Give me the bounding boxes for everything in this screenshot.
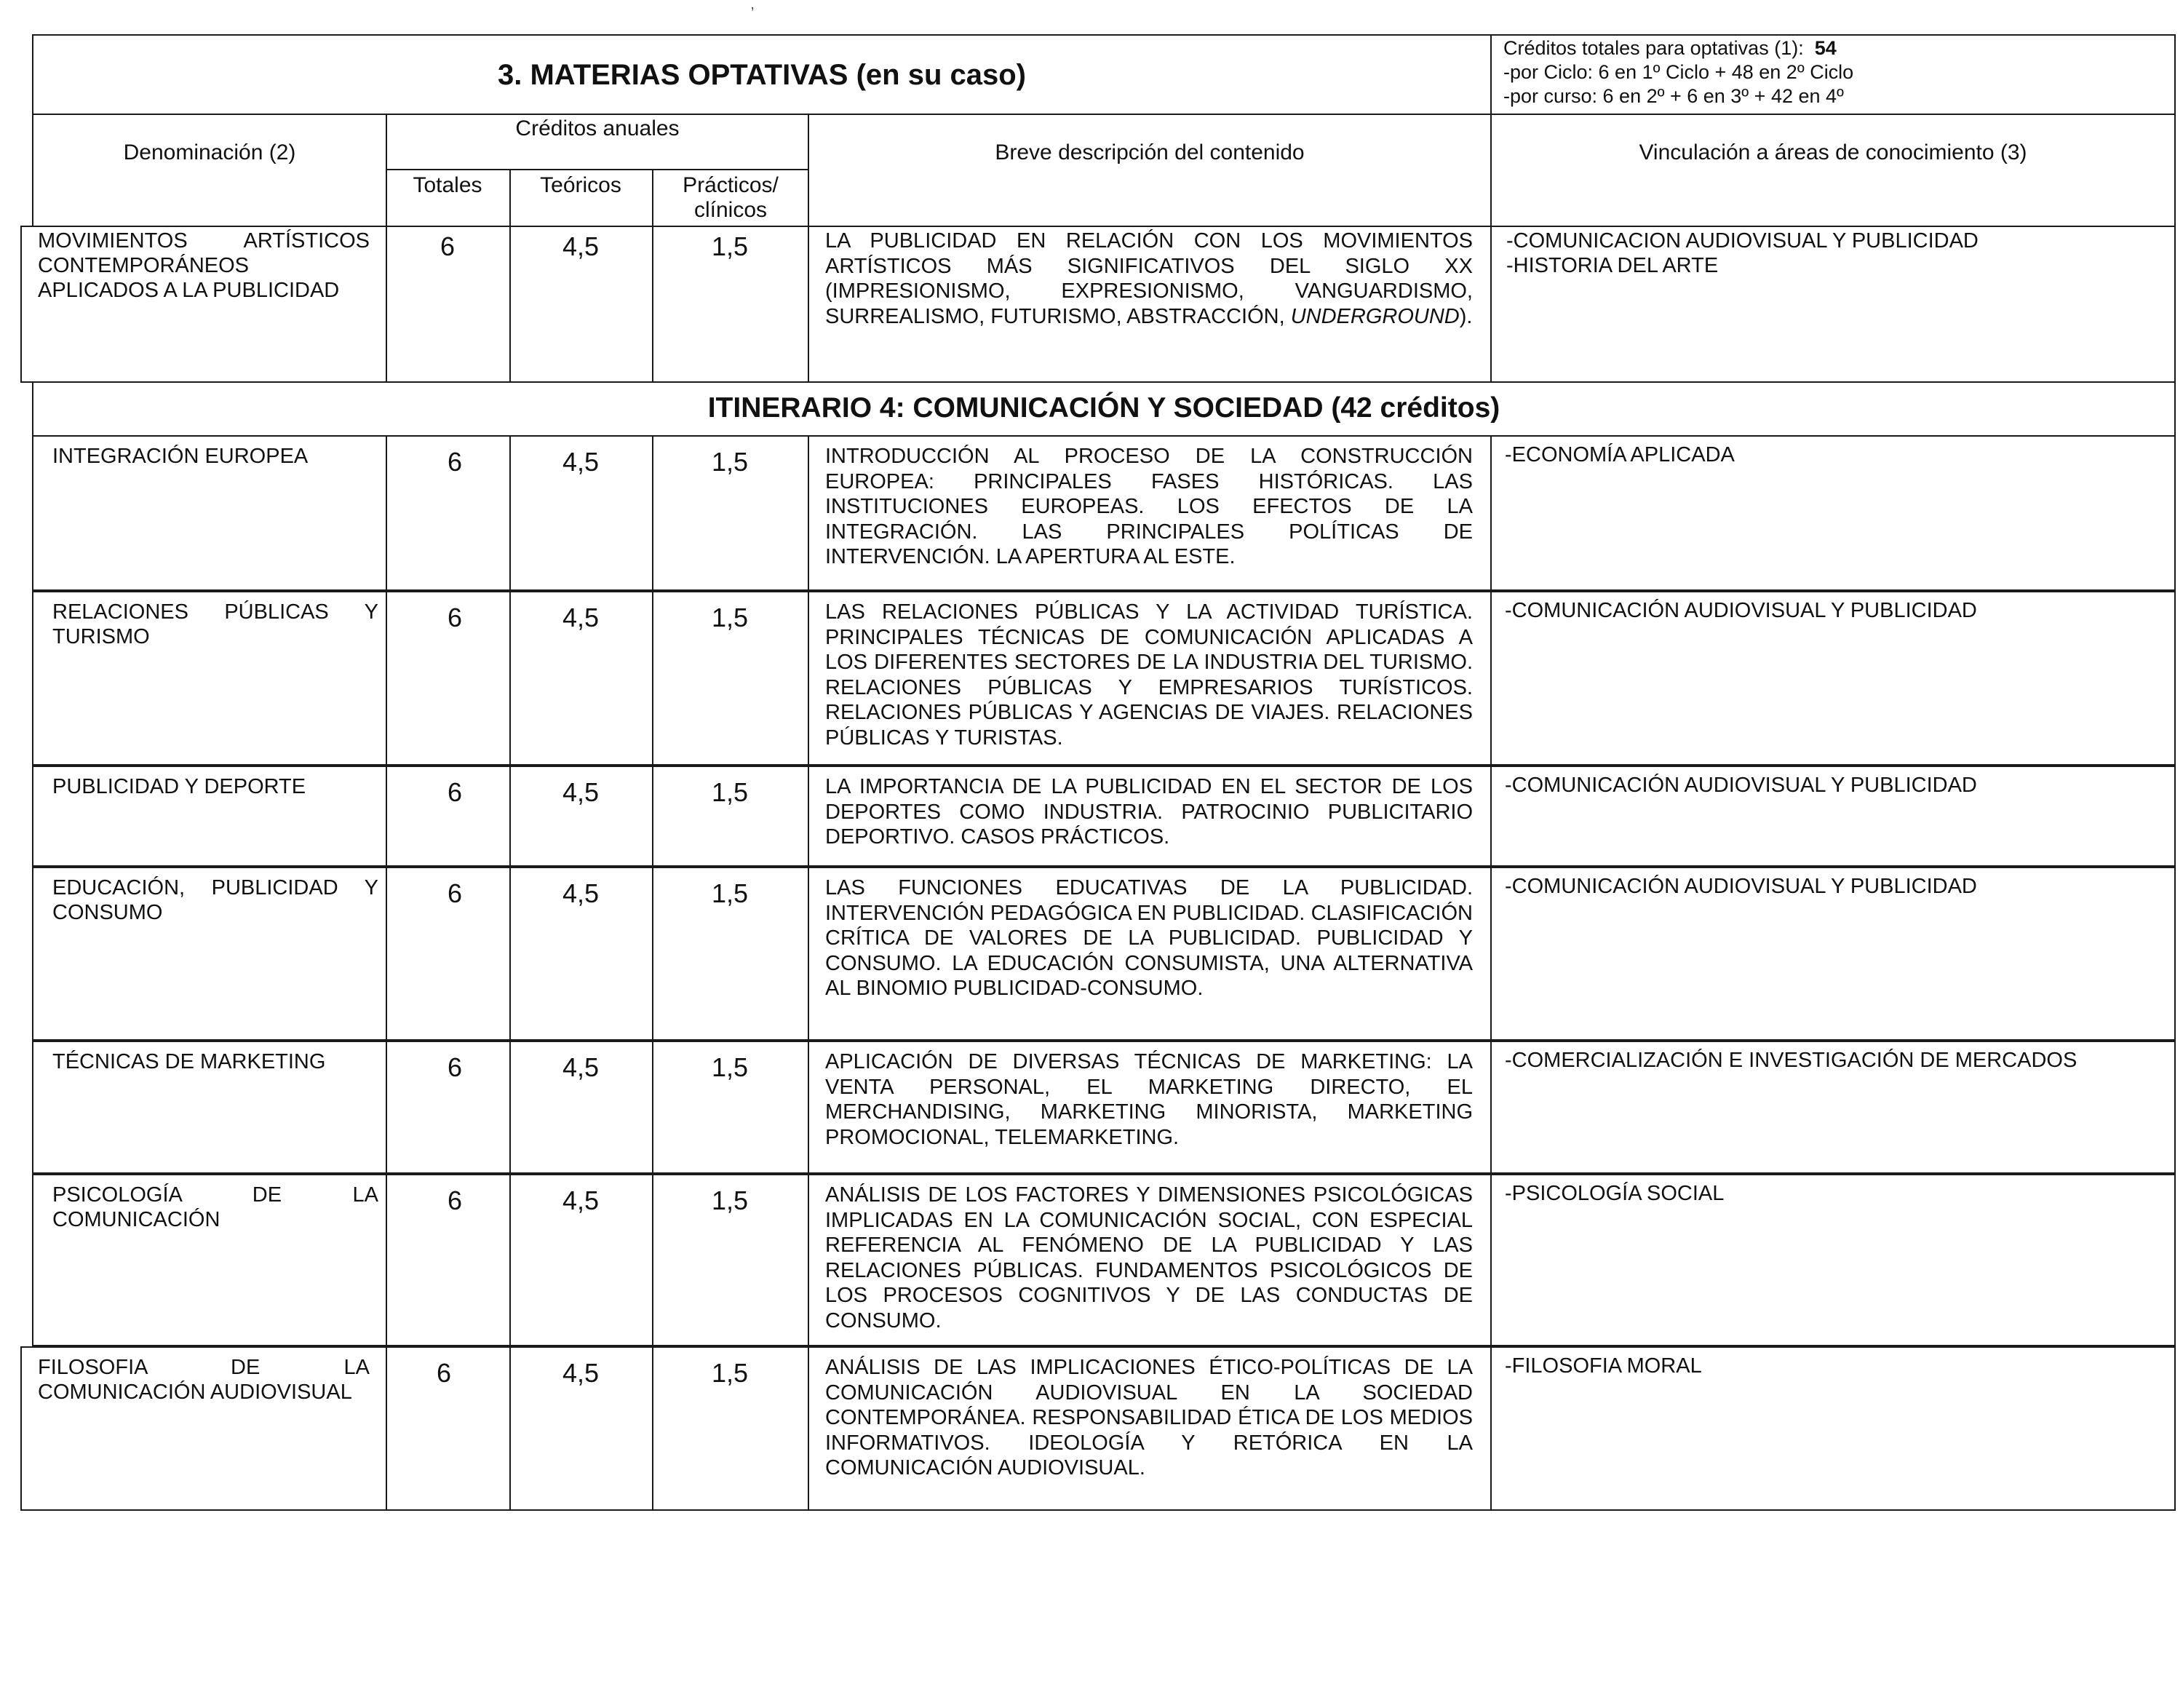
credits-totales: 6 — [447, 603, 463, 632]
description-end: ). — [1459, 304, 1473, 328]
subject-name: EDUCACIÓN, PUBLICIDAD Y CONSUMO — [52, 876, 378, 924]
credits-total-label: Créditos totales para optativas (1): — [1503, 37, 1804, 59]
col-practicos-label: Prácticos/ clínicos — [683, 173, 779, 222]
subject-name: PSICOLOGÍA DE LA COMUNICACIÓN — [52, 1183, 378, 1231]
credits-totales: 6 — [447, 878, 463, 908]
credits-totales: 6 — [436, 1358, 452, 1388]
credits-summary — [1503, 36, 2173, 108]
credits-totales: 6 — [447, 1185, 463, 1215]
subject-description: INTRODUCCIÓN AL PROCESO DE LA CONSTRUCCIÓN EUROPEA: PRINCIPALES FASES HISTÓRICAS. LAS INSTITUCIONES EUROPEAS. LOS EFECTOS DE LA INTEGRACIÓN. LAS PRINCIPALES POLÍTICAS DE INTERVENCIÓN. LA APERTURA AL ESTE. — [825, 445, 1473, 568]
knowledge-areas: -PSICOLOGÍA SOCIAL — [1505, 1182, 1725, 1205]
credits-teoricos: 4,5 — [562, 878, 600, 908]
credits-practicos: 1,5 — [711, 231, 749, 261]
subject-name: FILOSOFIA DE LA COMUNICACIÓN AUDIOVISUAL — [38, 1356, 370, 1404]
subject-name: INTEGRACIÓN EUROPEA — [52, 445, 309, 468]
credits-practicos: 1,5 — [711, 1358, 749, 1388]
col-teoricos-label: Teóricos — [540, 173, 621, 197]
subject-name: PUBLICIDAD Y DEPORTE — [52, 775, 306, 798]
knowledge-areas: -COMUNICACIÓN AUDIOVISUAL Y PUBLICIDAD — [1505, 875, 1977, 898]
col-header-denominacion — [32, 114, 387, 227]
credits-teoricos: 4,5 — [562, 1358, 600, 1388]
subject-description: LAS RELACIONES PÚBLICAS Y LA ACTIVIDAD TURÍSTICA. PRINCIPALES TÉCNICAS DE COMUNICACIÓN APLICADAS A LOS DIFERENTES SECTORES DE LA INDUSTRIA DEL TURISMO. RELACIONES PÚBLICAS Y EMPRESARIOS TURÍSTICOS. RELACIONES PÚBLICAS Y AGENCIAS DE VIAJES. RELACIONES PÚBLICAS Y TURISTAS. — [825, 600, 1473, 750]
credits-practicos: 1,5 — [711, 1052, 749, 1082]
credits-por-curso: -por curso: 6 en 2º + 6 en 3º + 42 en 4º — [1503, 85, 1844, 107]
col-totales-label: Totales — [413, 173, 482, 197]
credits-por-ciclo: -por Ciclo: 6 en 1º Ciclo + 48 en 2º Ciclo — [1503, 61, 1854, 83]
col-header-vinculacion — [1490, 114, 2176, 227]
document-page: 3. MATERIAS OPTATIVAS (en su caso) Créditos totales para optativas (1): 54 -por Ciclo: 6 en 1º Ciclo + 48 en 2º Ciclo -por curso: 6 en 2º + 6 en 3º + 42 en 4º Denominación (2) Créditos anuales Totales Teóricos Prácticos/ clínicos Breve descripción del contenido Vinculación a áreas de conocimiento (3) MOVIMIENTOS ARTÍSTICOS CONTEMPORÁNEOS APLICADOS A LA PUBLICIDAD 6 4,5 1,5 LA PUBLICIDAD EN RELACIÓN CON LOS MOVIMIENTOS ARTÍSTICOS MÁS SIGNIFICATIVOS DEL SIGLO XX (IMPRESIONISMO, EXPRESIONISMO, VANGUARDISMO, SURREALISMO, FUTURISMO, ABSTRACCIÓN, UNDERGROUND). -COMUNICACION AUDIOVISUAL Y PUBLICIDAD -HISTORIA DEL ARTE ITINERARIO 4: COMUNICACIÓN Y SOCIEDAD (42 créditos) INTEGRACIÓN EUROPEA 6 4,5 1,5 INTRODUCCIÓN AL PROCESO DE LA CONSTRUCCIÓN EUROPEA: PRINCIPALES FASES HISTÓRICAS. LAS INSTITUCIONES EUROPEAS. LOS EFECTOS DE LA INTEGRACIÓN. LAS PRINCIPALES POLÍTICAS DE INTERVENCIÓN. LA APERTURA AL ESTE. -ECONOMÍA APLICADA RELACIONES PÚBLICAS Y TURISMO 6 4,5 1,5 LAS RELACIONES PÚBLICAS Y LA ACTIVIDAD TURÍSTICA. PRINCIPALES TÉCNICAS DE COMUNICACIÓN APLICADAS A LOS DIFERENTES SECTORES DE LA INDUSTRIA DEL TURISMO. RELACIONES PÚBLICAS Y EMPRESARIOS TURÍSTICOS. RELACIONES PÚBLICAS Y AGENCIAS DE VIAJES. RELACIONES PÚBLICAS Y TURISTAS. -COMUNICACIÓN AUDIOVISUAL Y PUBLICIDAD PUBLICIDAD Y DEPORTE 6 4,5 1,5 LA IMPORTANCIA DE LA PUBLICIDAD EN EL SECTOR DE LOS DEPORTES COMO INDUSTRIA. PATROCINIO PUBLICITARIO DEPORTIVO. CASOS PRÁCTICOS. -COMUNICACIÓN AUDIOVISUAL Y PUBLICIDAD EDUCACIÓN, PUBLICIDAD Y CONSUMO 6 4,5 1,5 LAS FUNCIONES EDUCATIVAS DE LA PUBLICIDAD. INTERVENCIÓN PEDAGÓGICA EN PUBLICIDAD. CLASIFICACIÓN CRÍTICA DE VALORES DE LA PUBLICIDAD. PUBLICIDAD Y CONSUMO. LA EDUCACIÓN CONSUMISTA, UNA ALTERNATIVA AL BINOMIO PUBLICIDAD-CONSUMO. -COMUNICACIÓN AUDIOVISUAL Y PUBLICIDAD TÉCNICAS DE MARKETING 6 4,5 1,5 APLICACIÓN DE DIVERSAS TÉCNICAS DE MARKETING: LA VENTA PERSONAL, EL MARKETING DIRECTO, EL MERCHANDISING, MARKETING MINORISTA, MARKETING PROMOCIONAL, TELEMARKETING. -COMERCIALIZACIÓN E INVESTIGACIÓN DE MERCADOS PSICOLOGÍA DE LA COMUNICACIÓN 6 4,5 1,5 ANÁLISIS DE LOS FACTORES Y DIMENSIONES PSICOLÓGICAS IMPLICADAS EN LA COMUNICACIÓN SOCIAL, CON ESPECIAL REFERENCIA AL FENÓMENO DE LA PUBLICIDAD Y LAS RELACIONES PÚBLICAS. FUNDAMENTOS PSICOLÓGICOS DE LOS PROCESOS COGNITIVOS Y DE LAS CONDUCTAS DE CONSUMO. -PSICOLOGÍA SOCIAL FILOSOFIA DE LA COMUNICACIÓN AUDIOVISUAL 6 4,5 1,5 ANÁLISIS DE LAS IMPLICACIONES ÉTICO-POLÍTICAS DE LA COMUNICACIÓN AUDIOVISUAL EN LA SOCIEDAD CONTEMPORÁNEA. RESPONSABILIDAD ÉTICA DE LOS MEDIOS INFORMATIVOS. IDEOLOGÍA Y RETÓRICA EN LA COMUNICACIÓN AUDIOVISUAL. -FILOSOFIA MORAL ʼ — [0, 0, 2183, 1708]
itinerary-title: ITINERARIO 4: COMUNICACIÓN Y SOCIEDAD (42 créditos) — [707, 392, 1500, 424]
knowledge-areas: -COMUNICACIÓN AUDIOVISUAL Y PUBLICIDAD — [1505, 599, 1977, 622]
credits-teoricos: 4,5 — [562, 777, 600, 807]
section-title: 3. MATERIAS OPTATIVAS (en su caso) — [497, 59, 1026, 91]
credits-practicos: 1,5 — [711, 447, 749, 477]
subject-description: APLICACIÓN DE DIVERSAS TÉCNICAS DE MARKETING: LA VENTA PERSONAL, EL MARKETING DIRECTO, EL MERCHANDISING, MARKETING MINORISTA, MARKETING PROMOCIONAL, TELEMARKETING. — [825, 1050, 1473, 1149]
credits-teoricos: 4,5 — [562, 1185, 600, 1215]
subject-name: MOVIMIENTOS ARTÍSTICOS CONTEMPORÁNEOS APLICADOS A LA PUBLICIDAD — [38, 229, 370, 302]
credits-teoricos: 4,5 — [562, 231, 600, 261]
subject-description — [825, 229, 1473, 329]
credits-teoricos: 4,5 — [562, 447, 600, 477]
description-text: LA PUBLICIDAD EN RELACIÓN CON LOS MOVIMIENTOS ARTÍSTICOS MÁS SIGNIFICATIVOS DEL SIGLO XX (IMPRESIONISMO, EXPRESIONISMO, VANGUARDISMO, SURREALISMO, FUTURISMO, ABSTRACCIÓN, — [825, 229, 1473, 328]
col-creditos-label: Créditos anuales — [515, 116, 680, 140]
subject-description: ANÁLISIS DE LOS FACTORES Y DIMENSIONES PSICOLÓGICAS IMPLICADAS EN LA COMUNICACIÓN SOCIAL, CON ESPECIAL REFERENCIA AL FENÓMENO DE LA PUBLICIDAD Y LAS RELACIONES PÚBLICAS. FUNDAMENTOS PSICOLÓGICOS DE LOS PROCESOS COGNITIVOS Y DE LAS CONDUCTAS DE CONSUMO. — [825, 1183, 1473, 1332]
description-italic: UNDERGROUND — [1290, 304, 1460, 328]
credits-practicos: 1,5 — [711, 1185, 749, 1215]
knowledge-areas: -FILOSOFIA MORAL — [1505, 1354, 1702, 1378]
col-denominacion-label: Denominación (2) — [123, 140, 296, 164]
credits-totales: 6 — [447, 777, 463, 807]
credits-totales: 6 — [447, 1052, 463, 1082]
subject-description: LA IMPORTANCIA DE LA PUBLICIDAD EN EL SECTOR DE LOS DEPORTES COMO INDUSTRIA. PATROCINIO PUBLICITARIO DEPORTIVO. CASOS PRÁCTICOS. — [825, 775, 1473, 849]
credits-practicos: 1,5 — [711, 878, 749, 908]
credits-teoricos: 4,5 — [562, 1052, 600, 1082]
credits-practicos: 1,5 — [711, 603, 749, 632]
col-vinculacion-label: Vinculación a áreas de conocimiento (3) — [1639, 140, 2027, 164]
credits-totales: 6 — [440, 231, 456, 261]
credits-total-value: 54 — [1814, 37, 1837, 59]
knowledge-areas: -COMUNICACIÓN AUDIOVISUAL Y PUBLICIDAD — [1505, 774, 1977, 797]
credits-practicos: 1,5 — [711, 777, 749, 807]
subject-name: TÉCNICAS DE MARKETING — [52, 1050, 326, 1073]
knowledge-areas: -COMUNICACION AUDIOVISUAL Y PUBLICIDAD -HISTORIA DEL ARTE — [1506, 229, 1979, 277]
credits-teoricos: 4,5 — [562, 603, 600, 632]
col-descripcion-label: Breve descripción del contenido — [995, 140, 1305, 164]
subject-description: LAS FUNCIONES EDUCATIVAS DE LA PUBLICIDAD. INTERVENCIÓN PEDAGÓGICA EN PUBLICIDAD. CLASIFICACIÓN CRÍTICA DE VALORES DE LA PUBLICIDAD. PUBLICIDAD Y CONSUMO. LA EDUCACIÓN CONSUMISTA, UNA ALTERNATIVA AL BINOMIO PUBLICIDAD-CONSUMO. — [825, 876, 1473, 1000]
knowledge-areas: -COMERCIALIZACIÓN E INVESTIGACIÓN DE MERCADOS — [1505, 1049, 2077, 1072]
subject-description: ANÁLISIS DE LAS IMPLICACIONES ÉTICO-POLÍTICAS DE LA COMUNICACIÓN AUDIOVISUAL EN LA SOCIEDAD CONTEMPORÁNEA. RESPONSABILIDAD ÉTICA DE LOS MEDIOS INFORMATIVOS. IDEOLOGÍA Y RETÓRICA EN LA COMUNICACIÓN AUDIOVISUAL. — [825, 1356, 1473, 1479]
knowledge-areas: -ECONOMÍA APLICADA — [1505, 443, 1735, 466]
subject-name: RELACIONES PÚBLICAS Y TURISMO — [52, 600, 378, 648]
credits-totales: 6 — [447, 447, 463, 477]
col-header-descripcion — [808, 114, 1492, 227]
